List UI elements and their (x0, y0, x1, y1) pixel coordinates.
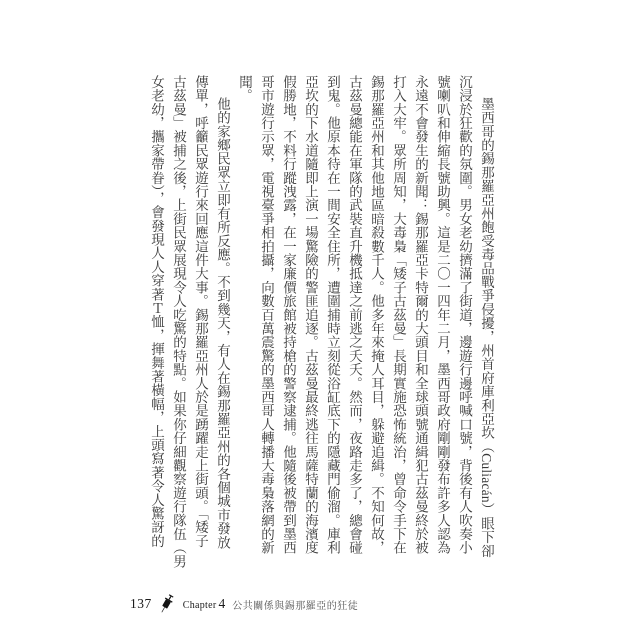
text-column: 傳單，呼籲民眾遊行來回應這件大事。錫那羅亞州人於是踴躍走上街頭。「矮子 (193, 75, 208, 548)
page-footer (130, 591, 358, 617)
text-column: 號喇叭和伸縮長號助興。這是二〇一四年二月，墨西哥政府剛剛發布許多人認為 (435, 75, 450, 555)
chapter-label: Chapter (182, 600, 217, 611)
text-column: 永遠不會發生的新聞：錫那羅亞卡特爾的大頭目和全球頭號通緝犯古茲曼終於被 (413, 75, 428, 555)
text-column: 亞坎的下水道隨即上演一場驚險的警匪追逐。古茲曼最終逃往馬薩特蘭的海濱度 (303, 75, 318, 555)
text-column: 沉浸於狂歡的氛圍。男女老幼擠滿了街道，邊遊行邊呼喊口號，背後有人吹奏小 (457, 75, 472, 555)
text-column: 墨西哥的錫那羅亞州飽受毒品戰爭侵擾，州首府庫利亞坎（Culiacán）眼下卻 (479, 97, 494, 558)
text-column: 哥市遊行示眾，電視臺爭相拍攝，向數百萬震驚的墨西哥人轉播大毒梟落網的新 (259, 75, 274, 555)
text-column: 他的家鄉民眾立即有所反應。不到幾天，有人在錫那羅亞州的各個城市發放 (215, 97, 230, 550)
text-column: 假勝地，不料行蹤洩露，在一家廉價旅館被持槍的警察逮捕。他隨後被帶到墨西 (281, 75, 296, 555)
syringe-icon (157, 592, 176, 616)
text-column: 古茲曼」被捕之後，上街民眾展現令人吃驚的特點。如果你仔細觀察遊行隊伍（男 (171, 75, 186, 569)
text-column: 打入大牢。眾所周知，大毒梟「矮子古茲曼」長期實施恐怖統治，曾命令手下在 (391, 75, 406, 555)
text-column: 女老幼，攜家帶眷），會發現人人穿著Ｔ恤，揮舞著橫幅，上頭寫著令人驚訝的 (149, 75, 164, 548)
text-column: 聞。 (237, 75, 252, 103)
chapter-heading (183, 595, 226, 613)
body-text-columns (145, 75, 497, 567)
page-number: 137 (130, 596, 152, 611)
text-column: 錫那羅亞州和其他地區暗殺數千人。他多年來掩人耳目，躲避追緝。不知何故， (369, 75, 384, 555)
text-column: 到鬼。他原本待在一間安全住所，遭圍捕時立刻從浴缸底下的隱藏門偷溜。庫利 (325, 75, 340, 555)
chapter-number: 4 (218, 596, 226, 611)
chapter-title: 公共關係與錫那羅亞的狂徒 (232, 600, 359, 612)
text-column: 古茲曼總能在軍隊的武裝直升機抵達之前逃之夭夭。然而，夜路走多了，總會碰 (347, 75, 362, 555)
